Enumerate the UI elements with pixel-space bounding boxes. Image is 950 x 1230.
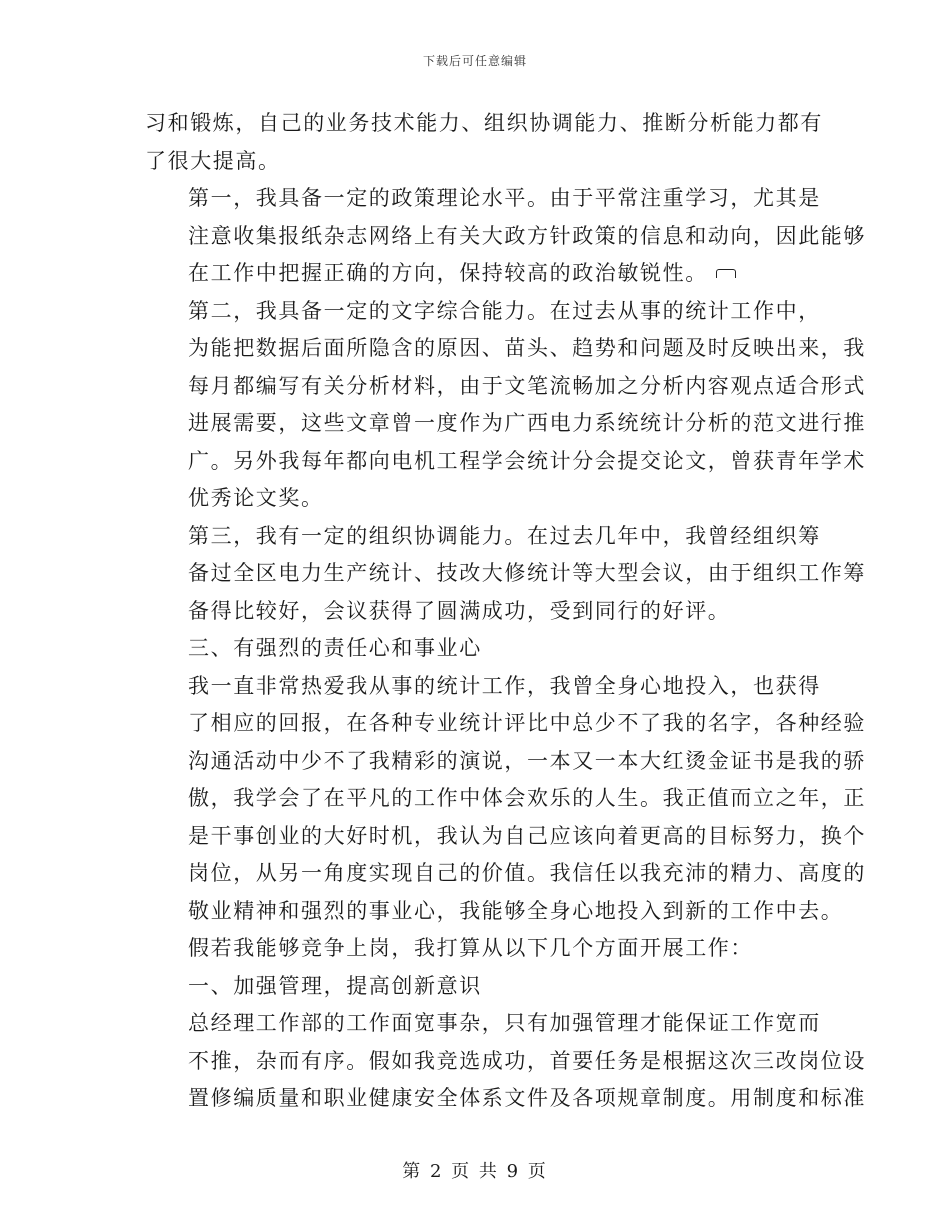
paragraph (145, 630, 800, 668)
page-number: 第 2 页 共 9 页 (402, 1161, 548, 1182)
text-line: 每月都编写有关分析材料，由于文笔流畅加之分析内容观点适合形式 (188, 373, 866, 398)
text-line: 广。另外我每年都向电机工程学会统计分会提交论文，曾获青年学术 (188, 448, 866, 473)
text-line: 第三，我有一定的组织协调能力。在过去几年中，我曾经组织筹 (188, 523, 821, 548)
text-line: 了很大提高。 (145, 148, 281, 173)
page-header: 下载后可任意编辑 (422, 54, 527, 68)
text-line: 岗位，从另一角度实现自己的价值。我信任以我充沛的精力、高度的 (188, 861, 866, 885)
text-line: 进展需要，这些文章曾一度作为广西电力系统统计分析的范文进行推 (188, 411, 866, 435)
text-line: 三、有强烈的责任心和事业心 (188, 636, 482, 660)
text-line: 不推，杂而有序。假如我竞选成功，首要任务是根据这次三改岗位设 (188, 1048, 866, 1073)
text-line: 总经理工作部的工作面宽事杂，只有加强管理才能保证工作宽而 (188, 1011, 821, 1035)
text-line: 敬业精神和强烈的事业心，我能够全身心地投入到新的工作中去。 (188, 898, 844, 923)
paragraph (145, 930, 800, 968)
paragraph (145, 968, 800, 1006)
text-line: 沟通活动中少不了我精彩的演说，一本又一本大红烫金证书是我的骄 (188, 748, 866, 773)
text-line: 第一，我具备一定的政策理论水平。由于平常注重学习，尤其是 (188, 186, 821, 210)
paragraph (145, 518, 866, 631)
text-line: 傲，我学会了在平凡的工作中体会欢乐的人生。我正值而立之年，正 (188, 786, 866, 810)
paragraph (145, 105, 823, 180)
text-line: 置修编质量和职业健康安全体系文件及各项规章制度。用制度和标准 (188, 1086, 866, 1110)
edit-mark-icon (716, 269, 736, 278)
text-line: 假若我能够竞争上岗，我打算从以下几个方面开展工作： (188, 936, 753, 960)
text-line: 备得比较好，会议获得了圆满成功，受到同行的好评。 (188, 598, 731, 623)
text-line: 注意收集报纸杂志网络上有关大政方针政策的信息和动向，因此能够 (188, 223, 866, 248)
paragraph (145, 1005, 866, 1118)
text-line: 一、加强管理，提高创新意识 (188, 973, 482, 998)
text-line: 第二，我具备一定的文字综合能力。在过去从事的统计工作中， (188, 298, 821, 323)
paragraph (145, 293, 866, 518)
text-line: 了相应的回报，在各种专业统计评比中总少不了我的名字，各种经验 (188, 711, 866, 735)
text-line: 优秀论文奖。 (188, 486, 324, 510)
document-body (145, 105, 866, 1118)
text-line: 是干事创业的大好时机，我认为自己应该向着更高的目标努力，换个 (188, 823, 866, 848)
text-line: 习和锻炼，自己的业务技术能力、组织协调能力、推断分析能力都有 (145, 111, 823, 135)
paragraph (145, 180, 866, 293)
text-line: 为能把数据后面所隐含的原因、苗头、趋势和问题及时反映出来，我 (188, 336, 866, 360)
text-line: 我一直非常热爱我从事的统计工作，我曾全身心地投入，也获得 (188, 673, 821, 698)
text-line: 备过全区电力生产统计、技改大修统计等大型会议，由于组织工作筹 (188, 561, 866, 585)
text-line: 在工作中把握正确的方向，保持较高的政治敏锐性。 (145, 255, 800, 293)
paragraph (145, 668, 866, 931)
